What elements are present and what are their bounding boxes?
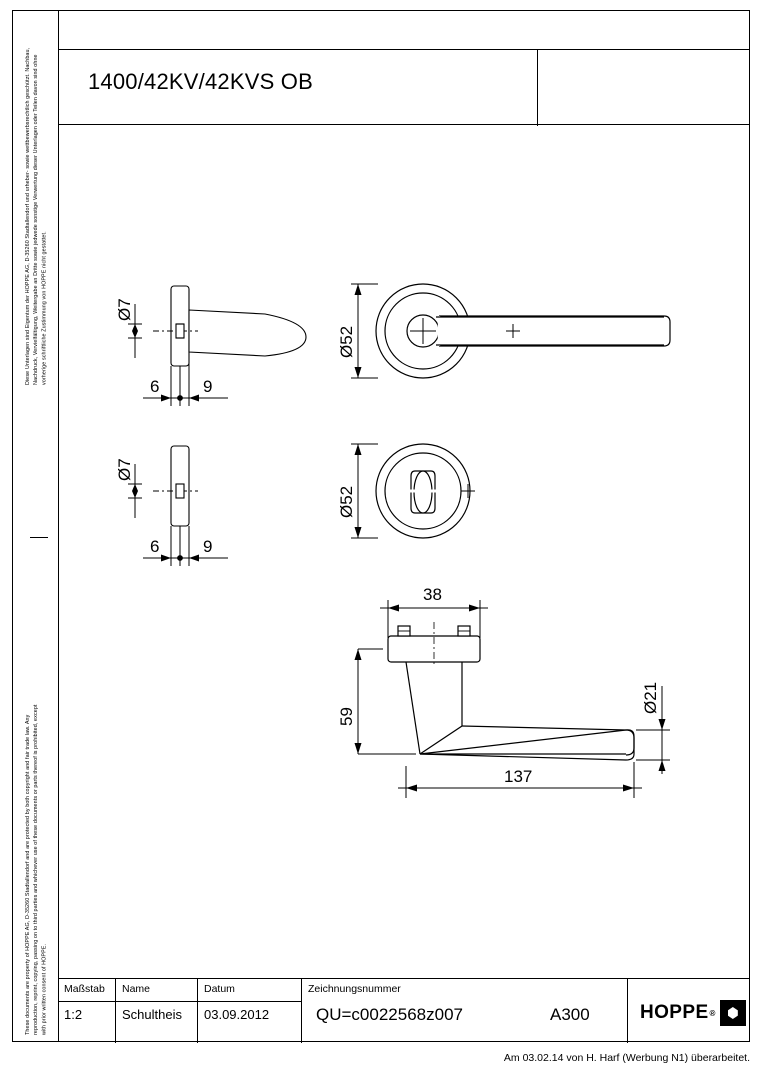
dim-label-thickness-left-bottom: 6	[150, 537, 160, 556]
name-value: Schultheis	[122, 1007, 182, 1022]
scale-value: 1:2	[64, 1007, 83, 1022]
fold-mark	[30, 537, 48, 538]
technical-drawing	[58, 126, 750, 976]
page-title: 1400/42KV/42KVS OB	[88, 69, 313, 94]
view-rosette-side-bottom	[153, 446, 198, 526]
legal-notice-de: Diese Unterlagen sind Eigentum der HOPPE AG, D-35260 Stadtallendorf und urheber- sowie wettbewerbsrechtlich geschützt. Nachbau, Nachdruck, Vervielfältigung, Weitergabe an Dritte sowie jedwede sonstige Verwertung dieser Unterlagen oder Teilen davon sind ohne vorherige schriftliche Zustimmung von HOPPE nicht gestattet.	[25, 47, 48, 385]
hoppe-logo-registered: ®	[709, 1008, 716, 1018]
name-label: Name	[122, 983, 151, 995]
hoppe-logo	[640, 1000, 746, 1026]
legal-notice-en: These documents are property of HOPPE AG, D-35260 Stadtallendorf and are protected by both copyright and fair trade law. Any reproduction, reprint, copying, passing on to third parties and whichever use of these documents or parts thereof is prohibited, except with prior written consent of HOPPE.	[25, 704, 48, 1035]
dim-label-thickness-right-bottom: 9	[203, 537, 213, 556]
sheet-value: A300	[550, 1005, 590, 1024]
scale-label: Maßstab	[64, 983, 105, 995]
dim-label-neck-width: 38	[423, 585, 442, 604]
date-value: 03.09.2012	[204, 1007, 270, 1022]
revision-note: Am 03.02.14 von H. Harf (Werbung N1) überarbeitet.	[503, 1052, 750, 1064]
dim-label-rosette-hole-top: Ø7	[115, 298, 134, 321]
cell-drawing-number	[302, 979, 628, 1043]
dim-label-rosette-hole-bottom: Ø7	[115, 458, 134, 481]
dim-label-thickness-left-top: 6	[150, 377, 160, 396]
view-lever-elevation	[388, 622, 634, 760]
view-lever-front-top	[376, 284, 670, 378]
hoppe-diamond-icon	[720, 1000, 746, 1026]
cell-name	[116, 979, 198, 1043]
dim-label-rosette-dia-bottom: Ø52	[337, 485, 356, 518]
cell-scale	[58, 979, 116, 1043]
footer-row-divider	[58, 1001, 302, 1002]
dim-label-thickness-right-top: 9	[203, 377, 213, 396]
dim-label-lever-length: 137	[504, 767, 533, 786]
view-rosette-front-bottom	[376, 444, 475, 538]
drawingno-label: Zeichnungsnummer	[308, 983, 401, 995]
hoppe-logo-text: HOPPE	[640, 1002, 709, 1023]
dim-label-neck-height: 59	[337, 707, 356, 726]
view-lever-side-top	[153, 286, 306, 366]
date-label: Datum	[204, 983, 235, 995]
drawingno-value: QU=c0022568z007	[316, 1005, 463, 1024]
dim-label-grip-dia: Ø21	[641, 681, 660, 714]
title-block-divider	[537, 49, 538, 126]
cell-date	[198, 979, 302, 1043]
dim-label-rosette-dia-top: Ø52	[337, 325, 356, 358]
